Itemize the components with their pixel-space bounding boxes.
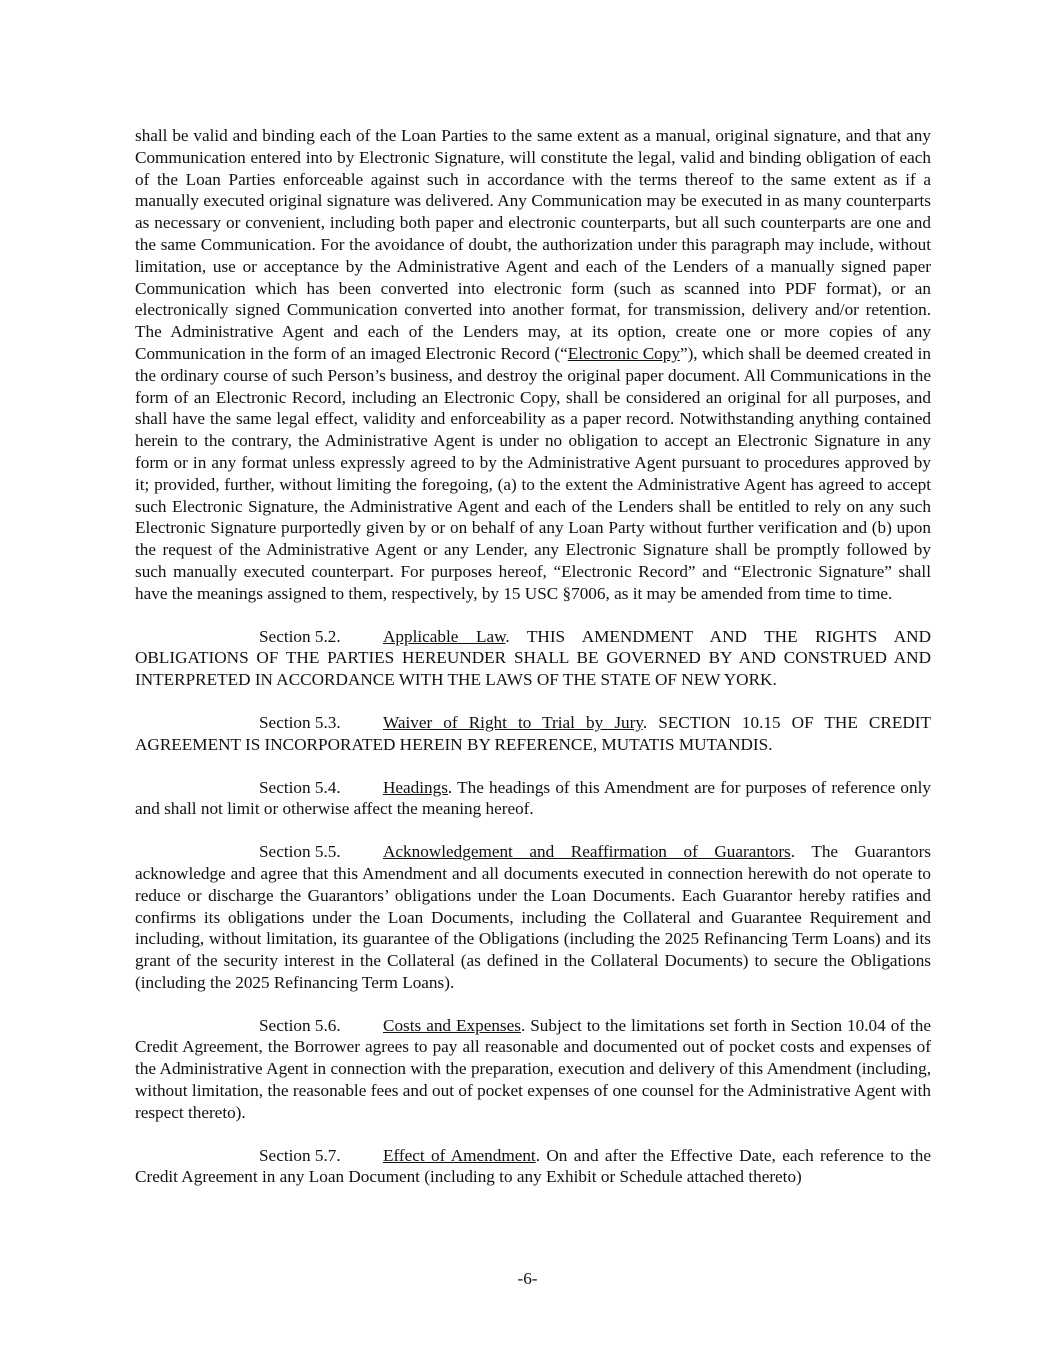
section-heading: Waiver of Right to Trial by Jury <box>383 712 643 732</box>
section-number: Section 5.2. <box>259 626 341 646</box>
section-number: Section 5.6. <box>259 1015 341 1035</box>
opening-paragraph <box>135 125 931 605</box>
section-heading: Acknowledgement and Reaffirmation of Guarantors <box>383 842 791 862</box>
section-body: . The headings of this Amendment are for purposes of reference only and shall not limit or otherwise affect the meaning hereof. <box>135 777 931 819</box>
opening-paragraph-text-2: ”), which shall be deemed created in the ordinary course of such Person’s business, and destroy the original paper document. All Communications in the form of an Electronic Record, including an Electronic Copy, shall be considered an original for all purposes, and shall have the same legal effect, validity and enforceability as a paper record. Notwithstanding anything contained herein to the contrary, the Administrative Agent is under no obligation to accept an Electronic Signature in any form or in any format unless expressly agreed to by the Administrative Agent pursuant to procedures approved by it; provided, further, without limiting the foregoing, (a) to the extent the Administrative Agent has agreed to accept such Electronic Signature, the Administrative Agent and each of the Lenders shall be entitled to rely on any such Electronic Signature purportedly given by or on behalf of any Loan Party without further verification and (b) upon the request of the Administrative Agent or any Lender, any Electronic Signature shall be promptly followed by such manually executed counterpart. For purposes hereof, “Electronic Record” and “Electronic Signature” shall have the meanings assigned to them, respectively, by 15 USC §7006, as it may be amended from time to time. <box>135 343 931 603</box>
section-5-5 <box>135 841 931 994</box>
section-body: . On and after the Effective Date, each reference to the Credit Agreement in any Loan Document (including to any Exhibit or Schedule attached thereto) <box>135 1145 932 1187</box>
section-heading: Effect of Amendment <box>383 1145 536 1165</box>
section-body: . The Guarantors acknowledge and agree that this Amendment and all documents executed in connection herewith do not operate to reduce or discharge the Guarantors’ obligations under the Loan Documents. Each Guarantor hereby ratifies and confirms its obligations under the Loan Documents, including the Collateral and Guarantee Requirement and including, without limitation, its guarantee of the Obligations (including the 2025 Refinancing Term Loans) and its grant of the security interest in the Collateral (as defined in the Collateral Documents) to secure the Obligations (including the 2025 Refinancing Term Loans). <box>135 842 931 992</box>
opening-paragraph-text-1: shall be valid and binding each of the Loan Parties to the same extent as a manual, original signature, and that any Communication entered into by Electronic Signature, will constitute the legal, valid and binding obligation of each of the Loan Parties enforceable against such in accordance with the terms thereof to the same extent as if a manually executed original signature was delivered. Any Communication may be executed in as many counterparts as necessary or convenient, including both paper and electronic counterparts, but all such counterparts are one and the same Communication. For the avoidance of doubt, the authorization under this paragraph may include, without limitation, use or acceptance by the Administrative Agent and each of the Lenders of a manually signed paper Communication which has been converted into electronic form (such as scanned into PDF format), or an electronically signed Communication converted into another format, for transmission, delivery and/or retention. The Administrative Agent and each of the Lenders may, at its option, create one or more copies of any Communication in the form of an imaged Electronic Record (“ <box>135 126 931 363</box>
section-5-6 <box>135 1015 931 1124</box>
section-body: . THIS AMENDMENT AND THE RIGHTS AND OBLIGATIONS OF THE PARTIES HEREUNDER SHALL BE GOVERNED BY AND CONSTRUED AND INTERPRETED IN ACCORDANCE WITH THE LAWS OF THE STATE OF NEW YORK. <box>135 626 932 690</box>
section-number: Section 5.7. <box>259 1145 341 1165</box>
section-5-4 <box>135 777 931 821</box>
section-number: Section 5.3. <box>259 712 341 732</box>
document-page <box>135 125 931 1209</box>
section-5-3 <box>135 712 931 756</box>
section-5-2 <box>135 626 931 691</box>
defined-term-electronic-copy: Electronic Copy <box>567 343 680 363</box>
section-heading: Applicable Law <box>383 626 506 646</box>
section-body: . SECTION 10.15 OF THE CREDIT AGREEMENT IS INCORPORATED HEREIN BY REFERENCE, MUTATIS MUTANDIS. <box>135 712 931 754</box>
section-5-7 <box>135 1145 931 1189</box>
section-number: Section 5.5. <box>259 842 341 862</box>
section-heading: Costs and Expenses <box>383 1015 521 1035</box>
section-body: . Subject to the limitations set forth in Section 10.04 of the Credit Agreement, the Borrower agrees to pay all reasonable and documented out of pocket costs and expenses of the Administrative Agent in connection with the preparation, execution and delivery of this Amendment (including, without limitation, the reasonable fees and out of pocket expenses of one counsel for the Administrative Agent with respect thereto). <box>135 1015 932 1122</box>
page-number: -6- <box>517 1269 538 1288</box>
section-heading: Headings <box>383 777 448 797</box>
section-number: Section 5.4. <box>259 777 341 797</box>
